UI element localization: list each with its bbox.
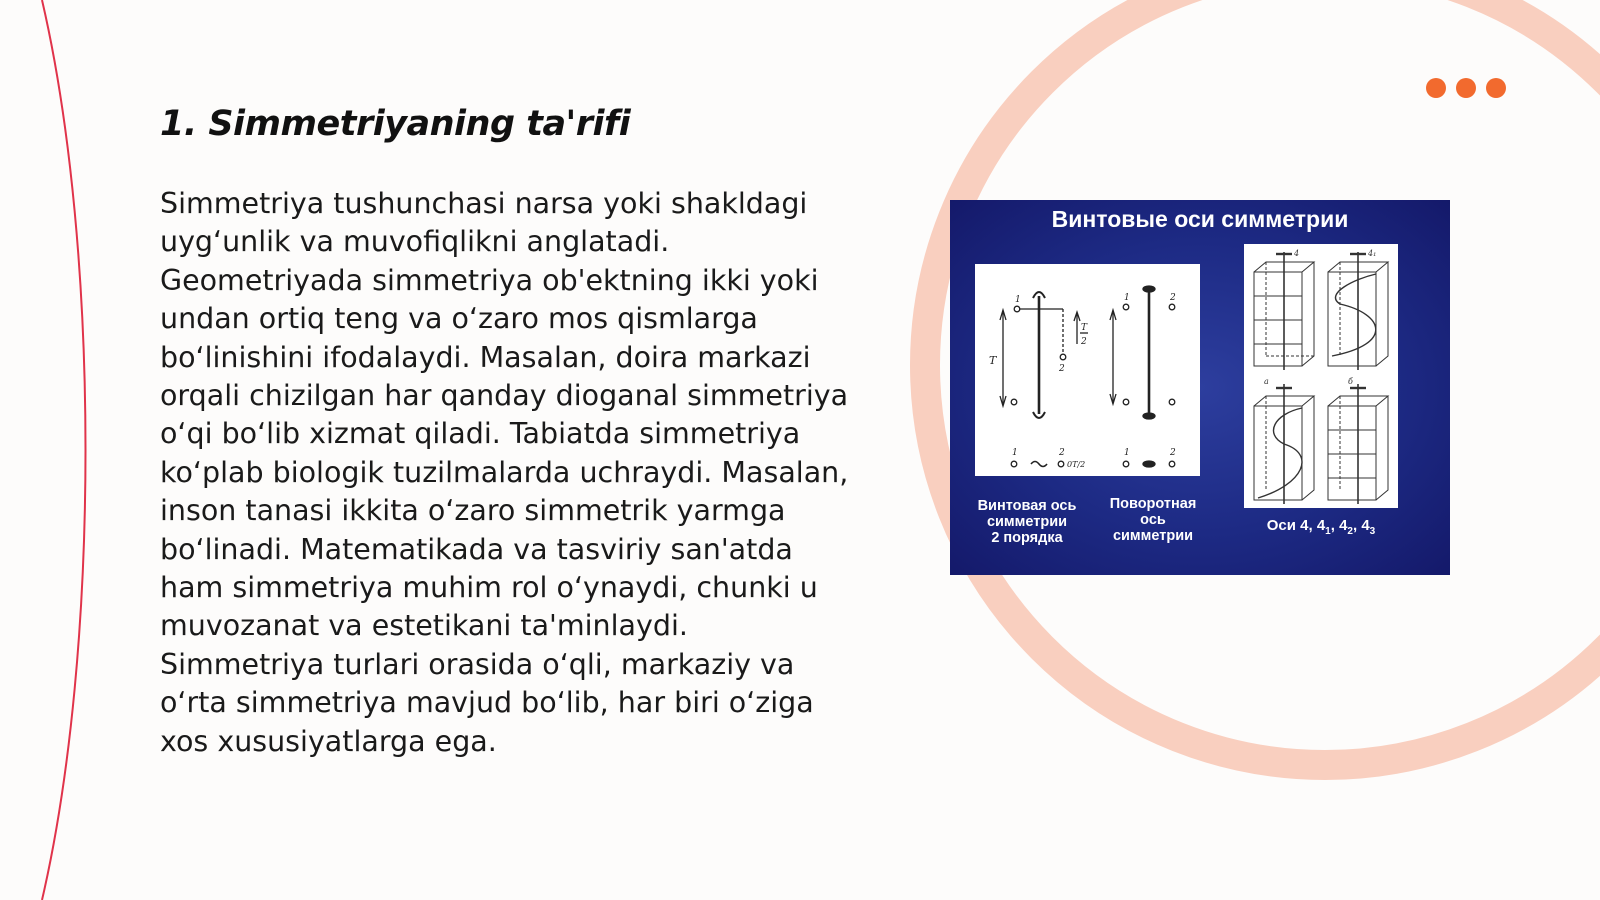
dot-icon [1426, 78, 1446, 98]
svg-text:T: T [1081, 323, 1088, 333]
left-curve-line [42, 0, 86, 900]
axis-diagram [975, 264, 1200, 476]
axes-cube-diagram [1244, 244, 1398, 508]
svg-text:2: 2 [1059, 448, 1065, 458]
screw-axes-figure [950, 200, 1450, 575]
axes-cube-panel [1244, 244, 1398, 508]
figure-title: Винтовые оси симметрии [1051, 206, 1349, 232]
svg-text:2: 2 [1170, 293, 1176, 303]
menu-dots [1426, 78, 1506, 98]
svg-text:T: T [989, 354, 997, 367]
svg-text:1: 1 [1015, 295, 1021, 305]
svg-text:2: 2 [1170, 448, 1176, 458]
slide-title: 1. Simmetriyaning ta'rifi [160, 104, 631, 144]
svg-text:1: 1 [1124, 448, 1130, 458]
svg-text:1: 1 [1012, 448, 1018, 458]
caption-rotation-axis: Поворотная ось симметрии [1109, 496, 1197, 544]
svg-text:б: б [1348, 377, 1353, 386]
svg-text:a: a [1264, 377, 1269, 386]
svg-text:0T/2: 0T/2 [1067, 460, 1086, 469]
svg-text:1: 1 [1124, 293, 1130, 303]
axis-diagram-panel [975, 264, 1200, 476]
dot-icon [1486, 78, 1506, 98]
svg-text:4: 4 [1294, 249, 1300, 258]
slide-body-text: Simmetriya tushunchasi narsa yoki shakldagi uygʻunlik va muvofiqlikni anglatadi. Geometriyada simmetriya ob'ektning ikki yoki undan ortiq teng va oʻzaro mos qismlarga boʻlinishini ifodalaydi. Masalan, doira markazi orqali chizilgan har qanday dioganal simmetriya oʻqi boʻlib xizmat qiladi. Tabiatda simmetriya koʻplab biologik tuzilmalarda uchraydi. Masalan, inson tanasi ikkita oʻzaro simmetrik yarmga boʻlinadi. Matematikada va tasviriy san'atda ham simmetriya muhim rol oʻynaydi, chunki u muvozanat va estetikani ta'minlaydi. Simmetriya turlari orasida oʻqli, markaziy va oʻrta simmetriya mavjud boʻlib, har biri oʻziga xos xususiyatlarga ega. [160, 187, 849, 758]
svg-text:2: 2 [1081, 337, 1087, 347]
caption-screw-axis: Винтовая ось симметрии 2 порядка [977, 498, 1077, 546]
svg-text:2: 2 [1059, 364, 1065, 374]
caption-axes: Оси 4, $4_1$, $4_2$, $4_3$ [1266, 517, 1376, 537]
svg-text:4₁: 4₁ [1368, 249, 1377, 258]
dot-icon [1456, 78, 1476, 98]
